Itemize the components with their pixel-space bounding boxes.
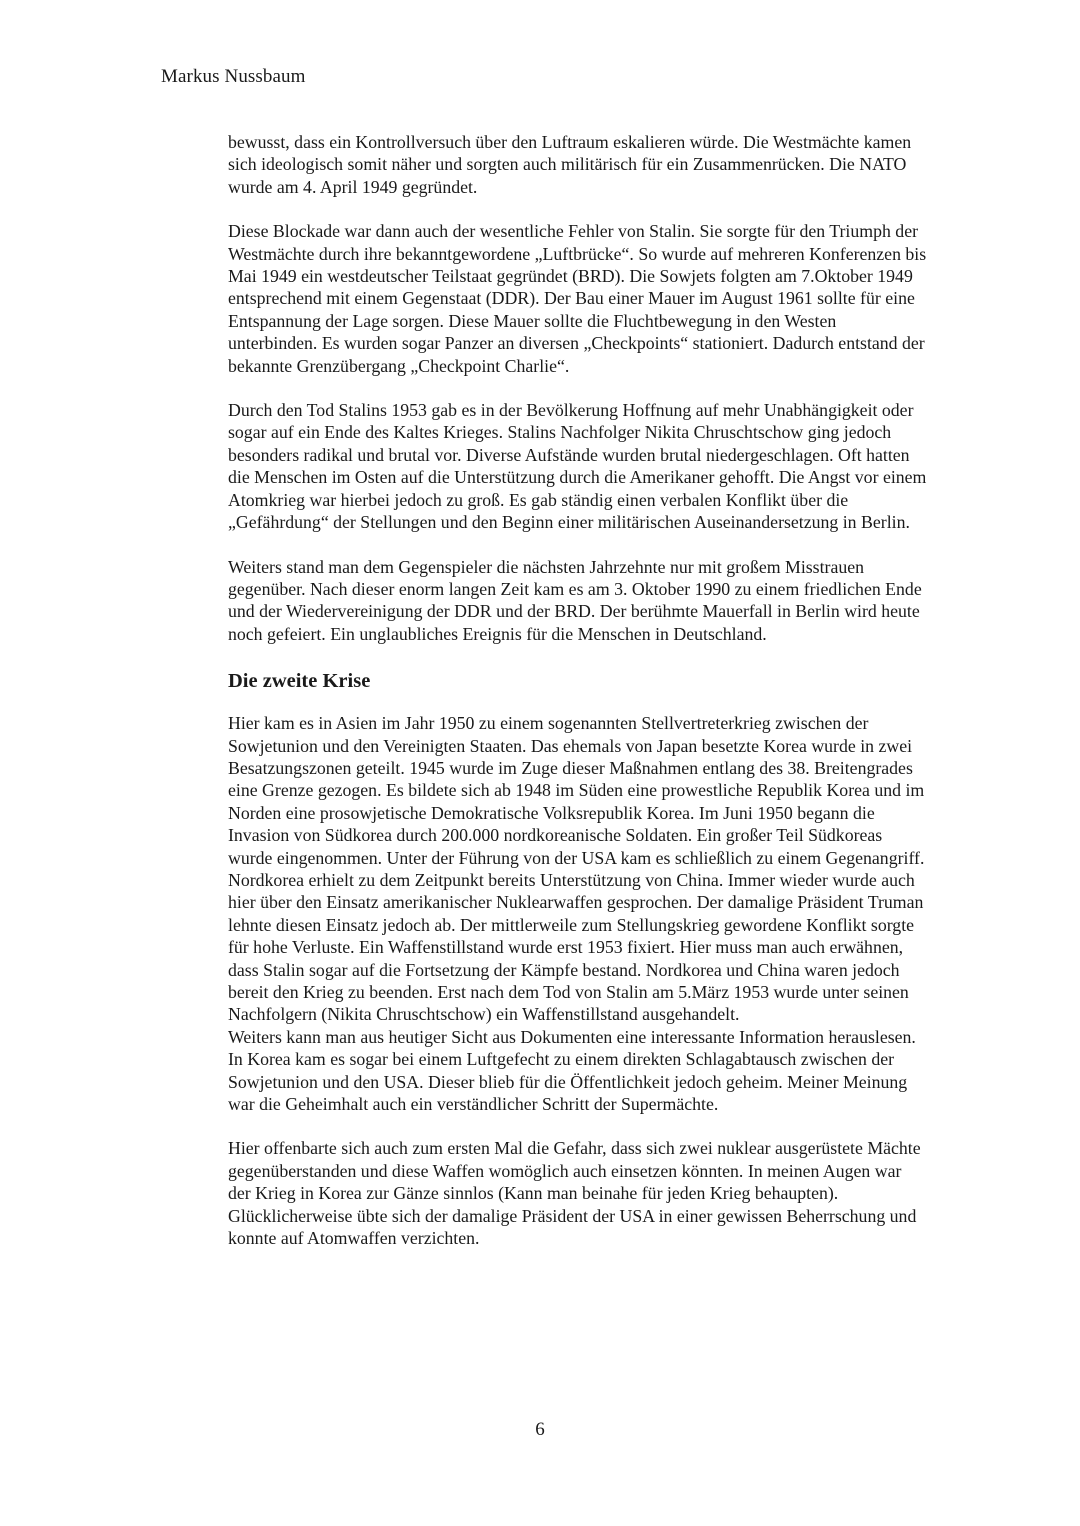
- paragraph-blockade: Diese Blockade war dann auch der wesentliche Fehler von Stalin. Sie sorgte für den Triumph der Westmächte durch ihre bekanntgewordene „Luftbrücke“. So wurde auf mehreren Konferenzen bis Mai 1949 ein westdeutscher Teilstaat gegründet (BRD). Die Sowjets folgten am 7.Oktober 1949 entsprechend mit einem Gegenstaat (DDR). Der Bau einer Mauer im August 1961 sollte für eine Entspannung der Lage sorgen. Diese Mauer sollte die Fluchtbewegung in den Westen unterbinden. Es wurden sogar Panzer an diversen „Checkpoints“ stationiert. Dadurch entstand der bekannte Grenzübergang „Checkpoint Charlie“.: [228, 221, 927, 376]
- page-number: 6: [535, 1419, 545, 1440]
- section-heading: Die zweite Krise: [228, 670, 371, 693]
- paragraph-stalin-death: Durch den Tod Stalins 1953 gab es in der Bevölkerung Hoffnung auf mehr Unabhängigkeit oder sogar auf ein Ende des Kaltes Krieges. Stalins Nachfolger Nikita Chruschtschow ging jedoch besonders radikal und brutal vor. Diverse Aufstände wurden brutal niedergeschlagen. Oft hatten die Menschen im Osten auf die Unterstützung durch die Amerikaner gehofft. Die Angst vor einem Atomkrieg war hierbei jedoch zu groß. Es gab ständig einen verbalen Konflikt über die „Gefährdung“ der Stellungen und den Beginn einer militärischen Auseinandersetzung in Berlin.: [228, 400, 927, 533]
- paragraph-nato: bewusst, dass ein Kontrollversuch über den Luftraum eskalieren würde. Die Westmächte kamen sich ideologisch somit näher und sorgten auch militärisch für ein Zusammenrücken. Die NATO wurde am 4. April 1949 gegründet.: [228, 132, 912, 197]
- paragraph-reunification: Weiters stand man dem Gegenspieler die nächsten Jahrzehnte nur mit großem Misstrauen gegenüber. Nach dieser enorm langen Zeit kam es am 3. Oktober 1990 zu einem friedlichen Ende und der Wiedervereinigung der DDR und der BRD. Der berühmte Mauerfall in Berlin wird heute noch gefeiert. Ein unglaubliches Ereignis für die Menschen in Deutschland.: [228, 556, 922, 644]
- page-header-author: Markus Nussbaum: [161, 66, 306, 87]
- paragraph-air-combat: Weiters kann man aus heutiger Sicht aus Dokumenten eine interessante Information herauslesen. In Korea kam es sogar bei einem Luftgefecht zu einem direkten Schlagabtausch zwischen der Sowjetunion und den USA. Dieser blieb für die Öffentlichkeit jedoch geheim. Meiner Meinung war die Geheimhalt auch ein verständlicher Schritt der Supermächte.: [228, 1026, 916, 1115]
- paragraph-korea-war: Hier kam es in Asien im Jahr 1950 zu einem sogenannten Stellvertreterkrieg zwischen der Sowjetunion und den Vereinigten Staaten. Das ehemals von Japan besetzte Korea wurde in zwei Besatzungszonen geteilt. 1945 wurde im Zuge dieser Maßnahmen entlang des 38. Breitengrades eine Grenze gezogen. Es bildete sich ab 1948 im Süden eine prowestliche Republik Korea und im Norden eine prosowjetische Demokratische Volksrepublik Korea. Im Juni 1950 begann die Invasion von Südkorea durch 200.000 nordkoreanische Soldaten. Ein großer Teil Südkoreas wurde eingenommen. Unter der Führung von der USA kam es schließlich zu einem Gegenangriff. Nordkorea erhielt zu dem Zeitpunkt bereits Unterstützung von China. Immer wieder wurde auch hier über den Einsatz amerikanischer Nuklearwaffen gesprochen. Der damalige Präsident Truman lehnte diesen Einsatz jedoch ab. Der mittlerweile zum Stellungskrieg gewordene Konflikt sorgte für hohe Verluste. Ein Waffenstillstand wurde erst 1953 fixiert. Hier muss man auch erwähnen, dass Stalin sogar auf die Fortsetzung der Kämpfe bestand. Nordkorea und China waren jedoch bereit den Krieg zu beenden. Erst nach dem Tod von Stalin am 5.März 1953 wurde unter seinen Nachfolgern (Nikita Chruschtschow) ein Waffenstillstand ausgehandelt.: [228, 713, 925, 1025]
- paragraph-nuclear-danger: Hier offenbarte sich auch zum ersten Mal die Gefahr, dass sich zwei nuklear ausgerüstete Mächte gegenüberstanden und diese Waffen womöglich auch einsetzen könnten. In meinen Augen war der Krieg in Korea zur Gänze sinnlos (Kann man beinahe für jeden Krieg behaupten). Glücklicherweise übte sich der damalige Präsident der USA in einer gewissen Beherrschung und konnte auf Atomwaffen verzichten.: [228, 1138, 921, 1249]
- document-body: [228, 131, 928, 1249]
